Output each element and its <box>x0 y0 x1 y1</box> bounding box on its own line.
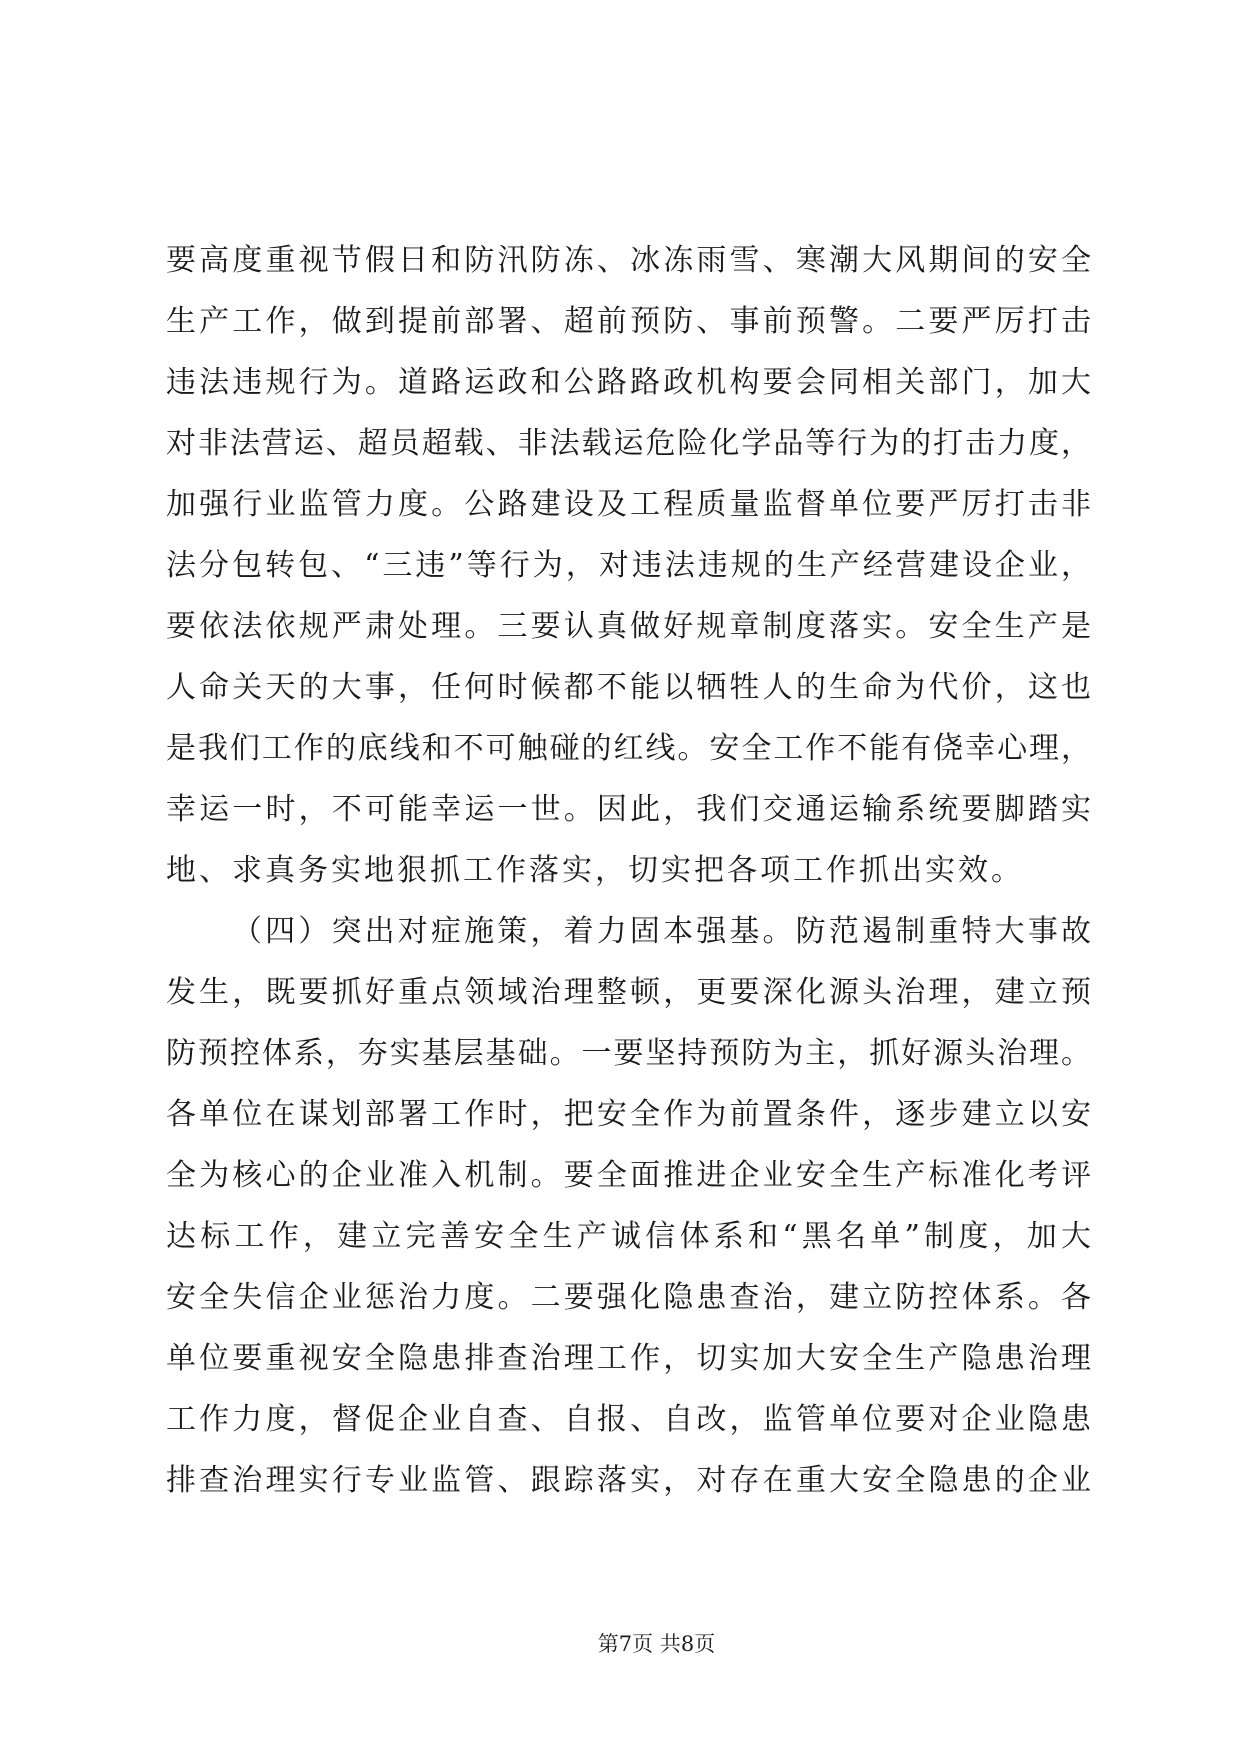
body-text <box>166 230 1091 1511</box>
text-line: 要高度重视节假日和防汛防冻、冰冻雨雪、寒潮大风期间的安全 <box>166 243 1091 278</box>
text-line: 排查治理实行专业监管、跟踪落实，对存在重大安全隐患的企业 <box>166 1463 1091 1498</box>
text-line: 达标工作，建立完善安全生产诚信体系和“黑名单”制度，加大 <box>166 1219 1091 1254</box>
text-line: 安全失信企业惩治力度。二要强化隐患查治，建立防控体系。各 <box>166 1280 1091 1315</box>
text-line: 人命关天的大事，任何时候都不能以牺牲人的生命为代价，这也 <box>166 670 1091 705</box>
page-footer <box>0 1628 1241 1660</box>
paragraph <box>166 230 1091 901</box>
text-line: 是我们工作的底线和不可触碰的红线。安全工作不能有侥幸心理， <box>166 731 1091 766</box>
page-number: 第7页 共8页 <box>597 1632 716 1656</box>
text-line: 法分包转包、“三违”等行为，对违法违规的生产经营建设企业， <box>166 548 1091 583</box>
text-line: 防预控体系，夯实基层基础。一要坚持预防为主，抓好源头治理。 <box>166 1036 1091 1071</box>
text-line: 全为核心的企业准入机制。要全面推进企业安全生产标准化考评 <box>166 1158 1091 1193</box>
section-heading-line: （四）突出对症施策，着力固本强基。防范遏制重特大事故 <box>232 914 1091 949</box>
text-line: 违法违规行为。道路运政和公路路政机构要会同相关部门，加大 <box>166 365 1091 400</box>
text-line: 加强行业监管力度。公路建设及工程质量监督单位要严厉打击非 <box>166 487 1091 522</box>
text-line: 单位要重视安全隐患排查治理工作，切实加大安全生产隐患治理 <box>166 1341 1091 1376</box>
text-line: 地、求真务实地狠抓工作落实，切实把各项工作抓出实效。 <box>166 853 1024 888</box>
text-line: 生产工作，做到提前部署、超前预防、事前预警。二要严厉打击 <box>166 304 1091 339</box>
text-line: 幸运一时，不可能幸运一世。因此，我们交通运输系统要脚踏实 <box>166 792 1091 827</box>
text-line: 各单位在谋划部署工作时，把安全作为前置条件，逐步建立以安 <box>166 1097 1091 1132</box>
text-line: 要依法依规严肃处理。三要认真做好规章制度落实。安全生产是 <box>166 609 1091 644</box>
text-line: 工作力度，督促企业自查、自报、自改，监管单位要对企业隐患 <box>166 1402 1091 1437</box>
text-line: 对非法营运、超员超载、非法载运危险化学品等行为的打击力度， <box>166 426 1091 461</box>
text-line: 发生，既要抓好重点领域治理整顿，更要深化源头治理，建立预 <box>166 975 1091 1010</box>
paragraph <box>166 901 1091 1511</box>
